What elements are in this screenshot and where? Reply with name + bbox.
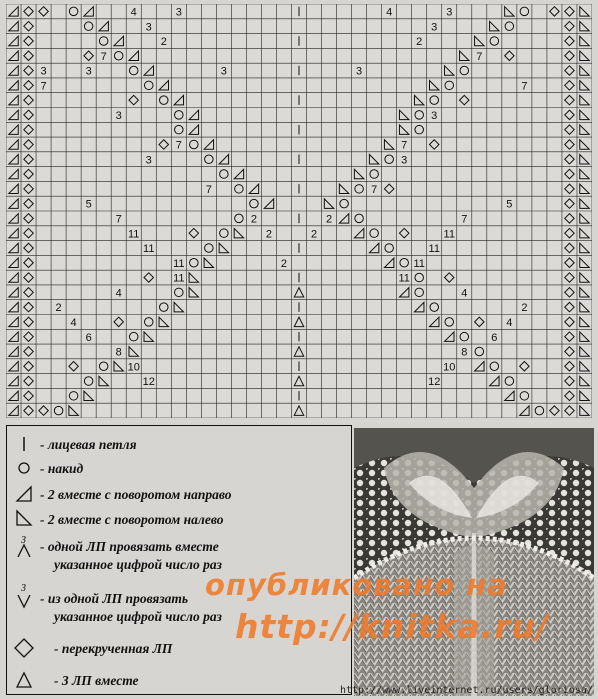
chart-number: 4 xyxy=(115,287,122,300)
legend-digit: 3 xyxy=(21,583,26,594)
legend-label: - лицевая петля xyxy=(40,437,137,452)
triangle-up-icon xyxy=(17,673,31,687)
watermark-line-1: опубликовано на xyxy=(205,568,508,602)
legend-row-k2tog-left xyxy=(17,511,224,527)
caret-3-down-icon xyxy=(18,595,30,607)
chart-number: 11 xyxy=(173,257,185,270)
chart-number: 7 xyxy=(100,50,107,63)
watermark-url: http://knitka.ru/ xyxy=(235,607,550,646)
chart-number: 2 xyxy=(310,228,318,241)
chart-number: 2 xyxy=(325,213,333,226)
chart-number: 2 xyxy=(280,257,288,270)
chart-number: 11 xyxy=(443,228,455,241)
chart-number: 3 xyxy=(446,6,453,19)
legend-row-yarn-over xyxy=(19,461,83,476)
chart-number: 3 xyxy=(356,65,363,78)
chart-number: 12 xyxy=(428,376,441,389)
chart-number: 2 xyxy=(160,36,167,49)
chart-number: 11 xyxy=(398,272,410,285)
chart-number: 11 xyxy=(128,228,140,241)
chart-number: 3 xyxy=(431,110,438,123)
chart-number: 2 xyxy=(265,228,273,241)
legend-label: указанное цифрой число раз xyxy=(54,609,222,624)
chart-number: 10 xyxy=(443,361,456,374)
chart-number: 7 xyxy=(371,183,378,196)
knitting-chart-grid xyxy=(6,4,592,418)
chart-number: 10 xyxy=(127,361,140,374)
legend-row-knit xyxy=(24,437,137,452)
caret-3-up-icon xyxy=(18,545,30,557)
chart-number: 3 xyxy=(145,154,152,167)
chart-number: 2 xyxy=(55,302,62,315)
legend-row-k2tog-right xyxy=(17,487,232,502)
chart-number: 6 xyxy=(85,331,92,344)
chart-number: 3 xyxy=(115,110,122,123)
legend-label: - 2 вместе с поворотом направо xyxy=(40,487,232,502)
chart-number: 7 xyxy=(401,139,408,152)
source-url: http://www.liveinternet.ru/users/gloriosa/ xyxy=(340,685,593,696)
chart-number: 2 xyxy=(416,36,423,49)
legend-label: - накид xyxy=(40,461,84,476)
legend-row-many-together xyxy=(18,535,222,572)
chart-number: 7 xyxy=(205,183,212,196)
legend-digit: 3 xyxy=(21,535,26,546)
chart-number: 5 xyxy=(85,198,92,211)
legend-row-k3tog xyxy=(17,673,139,688)
triangle-right-icon xyxy=(17,487,31,501)
chart-number: 3 xyxy=(175,6,182,19)
legend-row-twisted xyxy=(15,639,173,657)
chart-number: 6 xyxy=(491,331,498,344)
legend-label: указанное цифрой число раз xyxy=(54,557,222,572)
chart-number: 5 xyxy=(506,198,513,211)
chart-number: 3 xyxy=(40,65,47,78)
chart-number: 2 xyxy=(250,213,257,226)
chart-number: 11 xyxy=(428,243,440,256)
chart-number: 7 xyxy=(476,50,483,63)
chart-number: 4 xyxy=(506,317,513,330)
chart-number: 3 xyxy=(85,65,92,78)
chart-number: 7 xyxy=(40,80,47,93)
chart-number: 3 xyxy=(431,21,438,34)
legend-label: - одной ЛП провязать вместе xyxy=(40,539,219,554)
chart-number: 8 xyxy=(461,346,468,359)
chart-number: 4 xyxy=(386,6,393,19)
chart-number: 11 xyxy=(173,272,185,285)
chart-number: 3 xyxy=(220,65,227,78)
chart-number: 7 xyxy=(175,139,182,152)
legend-row-many-from-one xyxy=(18,583,222,624)
knitted-sample-photo xyxy=(354,428,594,696)
legend-label: - 2 вместе с поворотом налево xyxy=(40,512,224,527)
chart-number: 11 xyxy=(413,257,425,270)
chart-number: 12 xyxy=(142,376,155,389)
triangle-left-icon xyxy=(17,511,31,525)
chart-number: 4 xyxy=(70,317,77,330)
chart-number: 7 xyxy=(521,80,528,93)
legend-label: - 3 ЛП вместе xyxy=(54,673,139,688)
chart-number: 8 xyxy=(115,346,122,359)
chart-number: 11 xyxy=(143,243,155,256)
chart-number: 7 xyxy=(461,213,468,226)
chart-number: 4 xyxy=(130,6,137,19)
chart-number: 3 xyxy=(401,154,408,167)
symbol-legend xyxy=(6,425,352,695)
legend-label: - из одной ЛП провязать xyxy=(40,591,189,606)
legend-label: - перекрученная ЛП xyxy=(54,641,173,656)
diamond-icon xyxy=(15,639,33,657)
circle-icon xyxy=(19,463,29,473)
chart-number: 2 xyxy=(521,302,528,315)
chart-number: 7 xyxy=(115,213,122,226)
chart-number: 4 xyxy=(461,287,468,300)
chart-number: 3 xyxy=(145,21,152,34)
